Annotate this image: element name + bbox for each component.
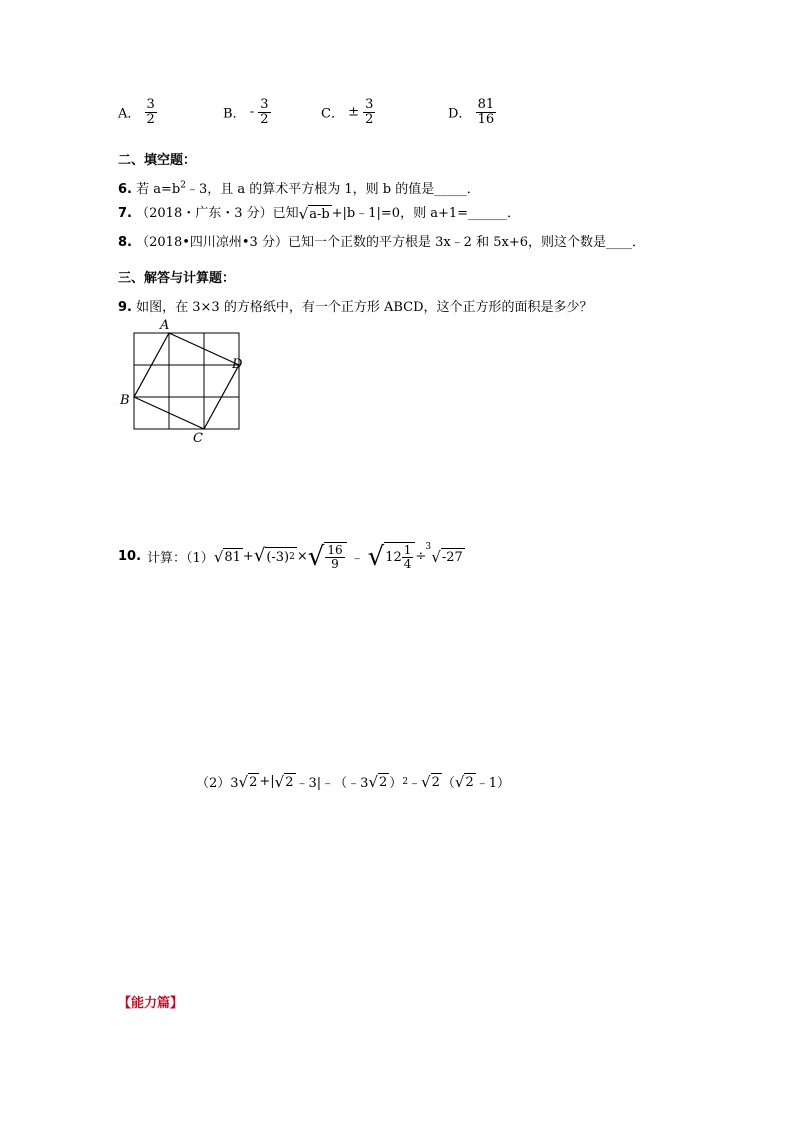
vertex-label-b: B: [120, 393, 130, 408]
sqrt-2-c: √ 2: [368, 773, 388, 791]
vertex-label-c: C: [193, 431, 203, 446]
sqrt-2-b: √ 2: [274, 773, 294, 791]
vertex-label-d: D: [232, 357, 243, 372]
sqrt-neg3-squared: √ (-3) 2: [253, 545, 295, 567]
section-solve-title: 三、解答与计算题：: [118, 271, 236, 286]
section-fill-blank-title: 二、填空题：: [118, 153, 197, 168]
sqrt-16-over-9: √ $\frac{16}{9}$: [308, 542, 347, 570]
question-7: 7. （2018・广东・3 分）已知 √ a-b +|b﹣1|=0，则 a+1=______．: [118, 205, 521, 223]
sqrt-12-and-one-quarter: √ 12 $\frac{1}{4}$: [368, 542, 416, 570]
sqrt-2-d: √ 2: [421, 773, 440, 791]
question-10-part-2: （2）3 √ 2 +| √ 2 ﹣3|﹣（﹣3 √ 2 ） 2 ﹣ √ 2 （ √ 2 ﹣1）: [196, 773, 511, 791]
sqrt-a-minus-b: √ a-b: [298, 205, 330, 223]
option-c-fraction: $\frac{3}{2}$: [365, 97, 374, 127]
option-d: D． $\frac{81}{16}$: [448, 97, 495, 127]
sqrt-81: √ 81: [213, 547, 241, 566]
option-c: C． ± $\frac{3}{2}$: [321, 97, 374, 127]
option-a: A． $\frac{3}{2}$: [118, 97, 155, 127]
sqrt-2-a: √ 2: [238, 773, 258, 791]
grid-border: [134, 333, 239, 429]
option-d-fraction: $\frac{81}{16}$: [477, 97, 495, 127]
grid-lines: [134, 333, 239, 429]
question-6: 6. 若 $a=b^2﹣3$，且 a 的算术平方根为 1，则 b 的值是_____．: [118, 180, 480, 197]
square-abcd: [134, 333, 239, 429]
square-grid-figure: [114, 316, 254, 448]
option-b: B． - $\frac{3}{2}$: [223, 97, 269, 127]
question-9: 9. 如图，在 3×3 的方格纸中，有一个正方形 ABCD，这个正方形的面积是多少？: [118, 300, 593, 315]
vertex-label-a: A: [160, 318, 170, 333]
cube-root-neg27: 3 √ -27: [425, 541, 463, 566]
question-8: 8. （2018•四川凉州•3 分）已知一个正数的平方根是 3x﹣2 和 5x+6，则这个数是____．: [118, 235, 645, 250]
option-b-fraction: $\frac{3}{2}$: [260, 97, 269, 127]
sqrt-2-e: √ 2: [454, 773, 474, 791]
question-10-part-1: 10. 计算：（1） √ 81 + √ (-3) 2 × √ $\frac{16}{9}$ ﹣ √ 12 $\frac{1}{4}$ ÷ 3 √ -27: [118, 541, 463, 573]
ability-section-label: 【能力篇】: [118, 996, 184, 1011]
option-a-fraction: $\frac{3}{2}$: [146, 97, 155, 127]
